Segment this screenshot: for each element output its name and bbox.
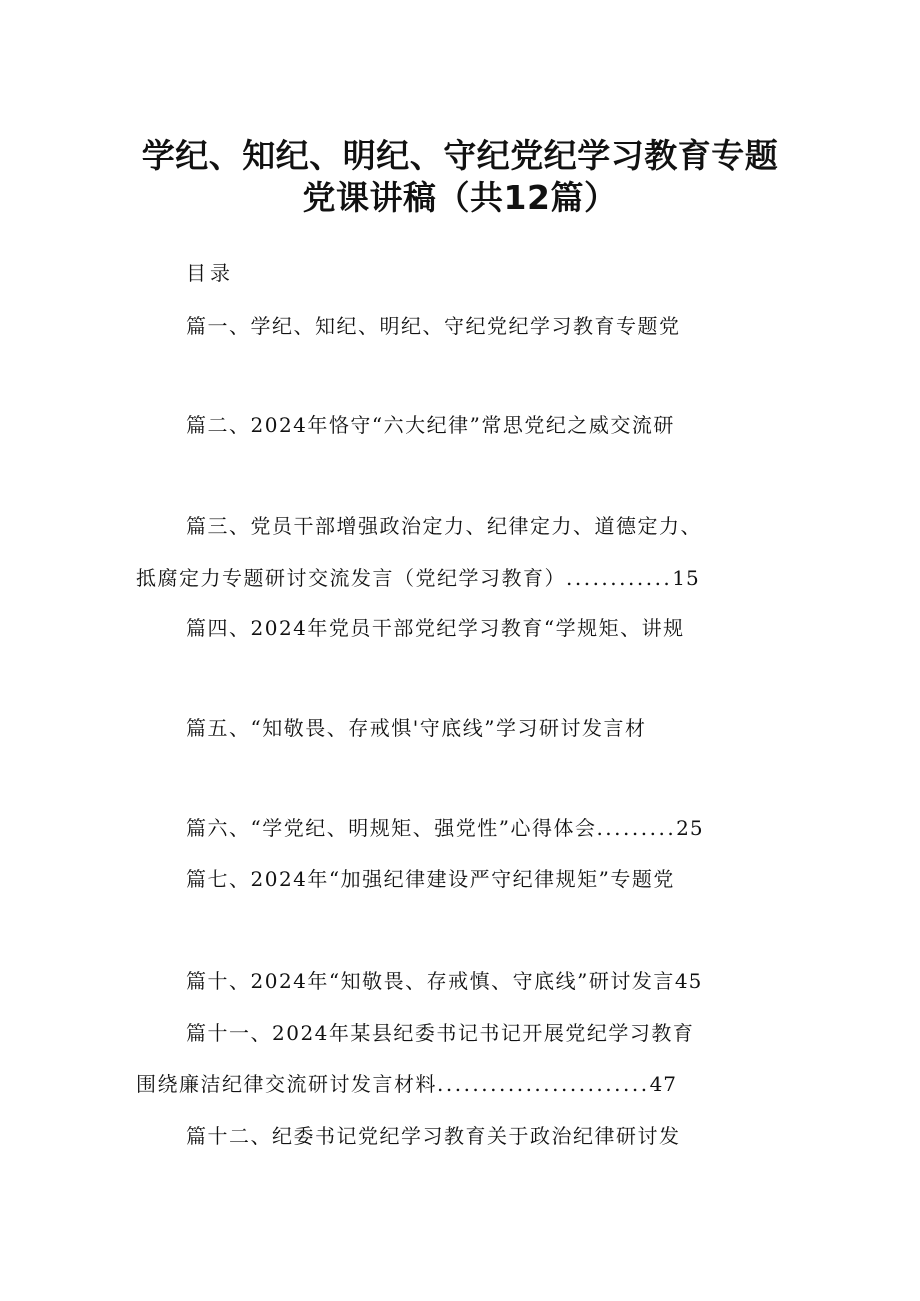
document-title-line-2: 党课讲稿（共12篇） [302, 178, 618, 217]
toc-heading: 目录 [186, 261, 234, 285]
toc-entry-7[interactable] [186, 866, 675, 892]
toc-entry-4[interactable] [186, 615, 685, 641]
toc-entry-11-continuation[interactable] [136, 1071, 677, 1097]
toc-entry-12[interactable] [186, 1123, 681, 1149]
toc-entry-text: 篇一、学纪、知纪、明纪、守纪党纪学习教育专题党 [186, 314, 681, 338]
document-title-line-1: 学纪、知纪、明纪、守纪党纪学习教育专题 [141, 136, 779, 175]
toc-leader-dots: ........................ [437, 1072, 650, 1096]
toc-entry-3-continuation[interactable] [136, 565, 700, 591]
toc-entry-text: 篇七、2024年“加强纪律建设严守纪律规矩”专题党 [186, 867, 675, 891]
toc-entry-text: 篇六、“学党纪、明规矩、强党性”心得体会 [186, 816, 597, 840]
toc-entry-text: 篇五、“知敬畏、存戒惧'守底线”学习研讨发言材 [186, 716, 647, 740]
toc-entry-5[interactable] [186, 715, 646, 741]
toc-entry-10[interactable] [186, 968, 702, 994]
toc-entry-1[interactable] [186, 313, 681, 339]
toc-entry-3[interactable] [186, 513, 702, 539]
toc-entry-text: 篇二、2024年恪守“六大纪律”常思党纪之威交流研 [186, 413, 675, 437]
toc-page-number: 45 [674, 969, 703, 993]
toc-entry-text: 篇十二、纪委书记党纪学习教育关于政治纪律研讨发 [186, 1124, 681, 1148]
toc-leader-dots: ............ [566, 566, 673, 590]
toc-page-number: 15 [672, 566, 700, 590]
toc-entry-6[interactable] [186, 815, 704, 841]
toc-entry-text: 篇十、2024年“知敬畏、存戒慎、守底线”研讨发言 [186, 969, 675, 993]
toc-entry-text: 抵腐定力专题研讨交流发言（党纪学习教育） [136, 566, 566, 590]
toc-entry-11[interactable] [186, 1020, 694, 1046]
toc-entry-text: 篇三、党员干部增强政治定力、纪律定力、道德定力、 [186, 514, 702, 538]
toc-page-number: 47 [649, 1072, 678, 1096]
toc-leader-dots: ......... [596, 816, 677, 840]
toc-entry-text: 篇四、2024年党员干部党纪学习教育“学规矩、讲规 [186, 616, 685, 640]
toc-entry-text: 围绕廉洁纪律交流研讨发言材料 [136, 1072, 437, 1096]
toc-page-number: 25 [676, 816, 704, 840]
toc-entry-text: 篇十一、2024年某县纪委书记书记开展党纪学习教育 [186, 1021, 695, 1045]
toc-entry-2[interactable] [186, 412, 675, 438]
